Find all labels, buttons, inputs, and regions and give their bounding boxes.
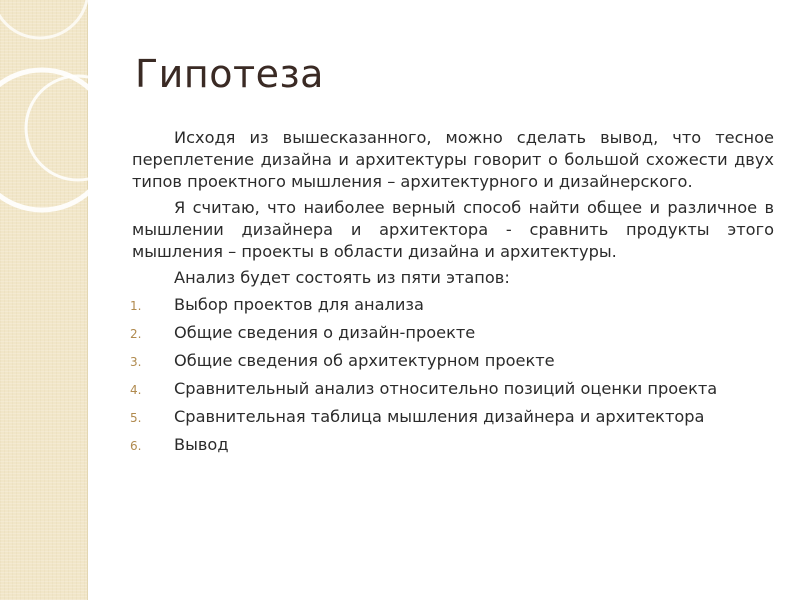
list-item [132,378,774,400]
list-number: 5. [130,411,142,425]
list-item-text: Выбор проектов для анализа [174,295,424,314]
analysis-steps-list [132,294,774,456]
list-item [132,294,774,316]
paragraph-method: Я считаю, что наиболее верный способ найти общее и различное в мышлении дизайнера и архитектора - сравнить продукты этого мышления – проекты в области дизайна и архитектуры. [132,198,774,261]
analysis-intro: Анализ будет состоять из пяти этапов: [174,268,510,287]
list-item-text: Общие сведения о дизайн-проекте [174,323,476,342]
list-number: 4. [130,383,142,397]
list-item-text: Сравнительный анализ относительно позиций оценки проекта [174,379,718,398]
slide-content [132,127,774,462]
list-item-text: Вывод [174,435,229,454]
list-item-text: Сравнительная таблица мышления дизайнера и архитектора [174,407,705,426]
list-item [132,406,774,428]
list-number: 3. [130,355,142,369]
list-number: 2. [130,327,142,341]
list-item-text: Общие сведения об архитектурном проекте [174,351,555,370]
decorative-circle-outer [0,70,112,210]
slide-title: Гипотеза [135,52,324,96]
list-item [132,350,774,372]
list-number: 1. [130,299,142,313]
list-item [132,434,774,456]
decorative-circle-top [0,0,88,38]
list-item [132,322,774,344]
list-number: 6. [130,439,142,453]
decorative-circle-inner [26,76,130,180]
paragraph-conclusion: Исходя из вышесказанного, можно сделать вывод, что тесное переплетение дизайна и архитектуры говорит о большой схожести двух типов проектного мышления – архитектурного и дизайнерского. [132,128,774,191]
